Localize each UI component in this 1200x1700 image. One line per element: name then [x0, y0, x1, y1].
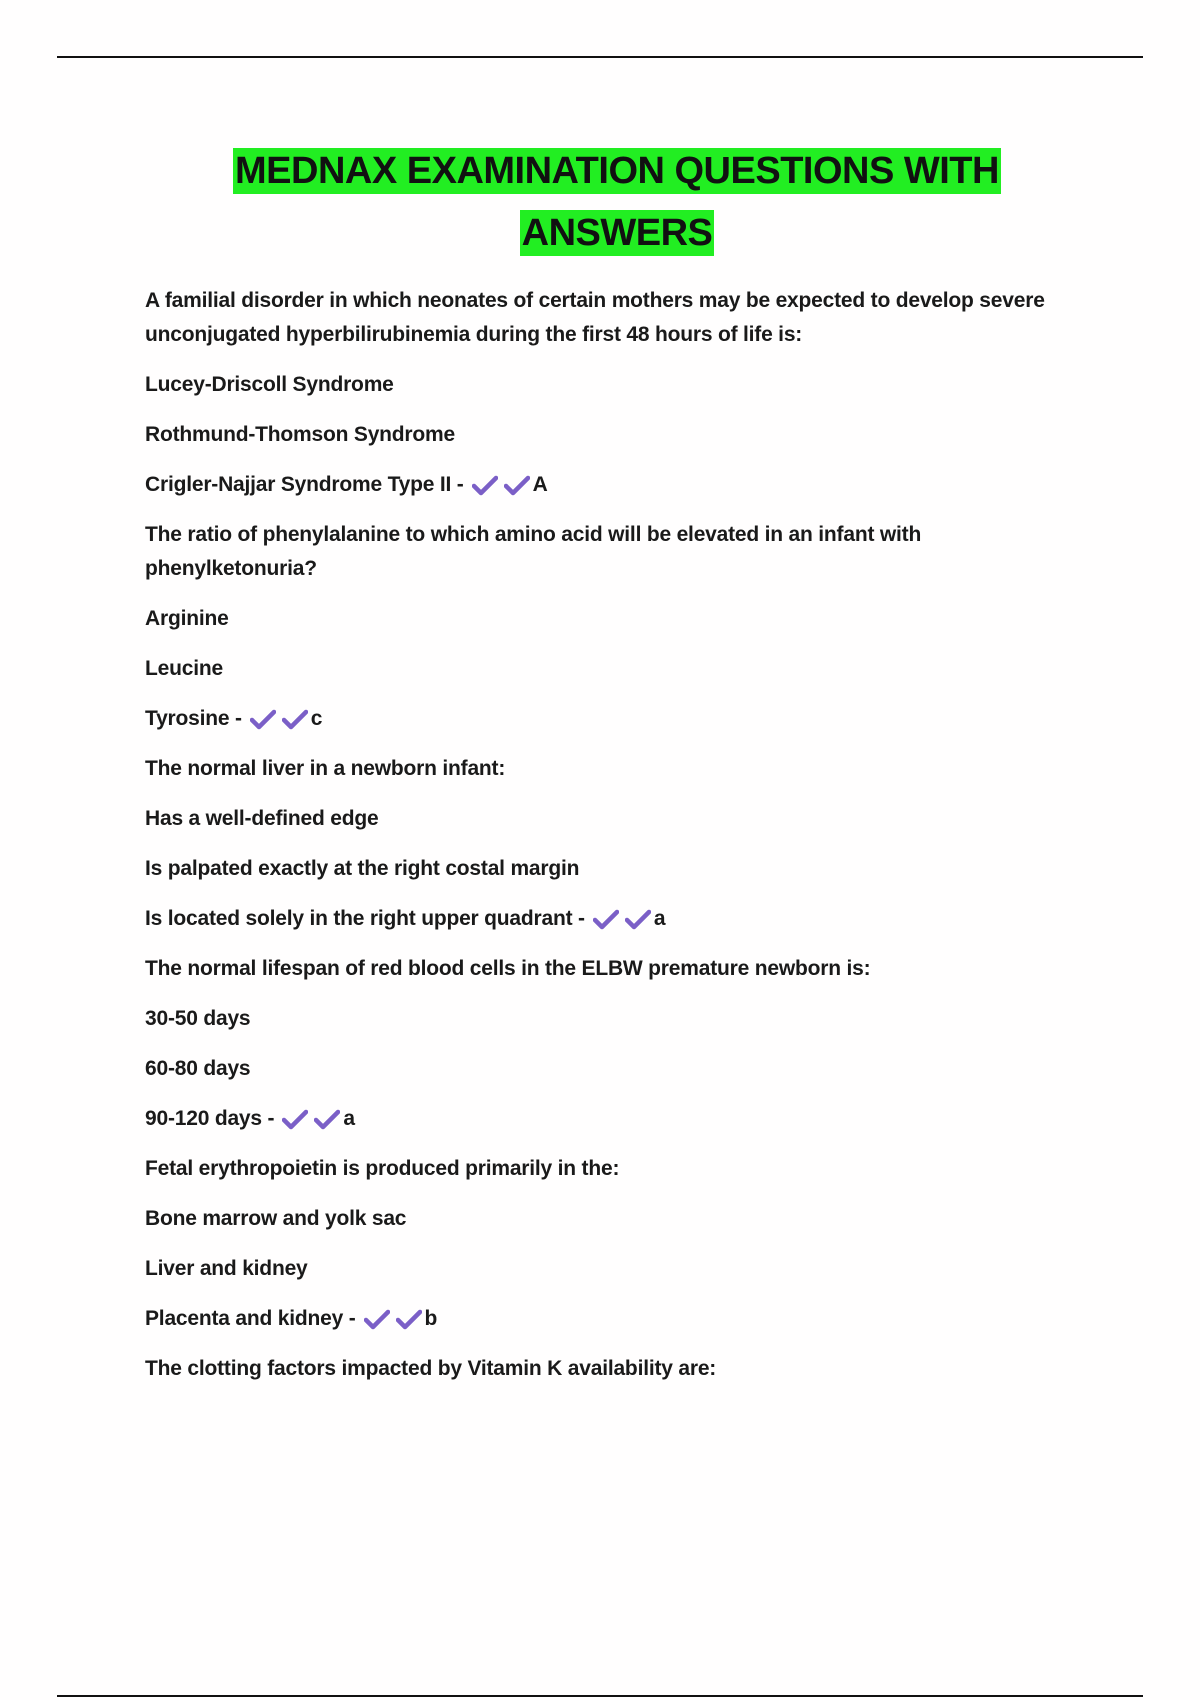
- option-label: 60-80 days: [145, 1057, 251, 1080]
- answer-label: Crigler-Najjar Syndrome Type II -: [145, 473, 464, 496]
- option-label: Is palpated exactly at the right costal margin: [145, 857, 580, 880]
- answer-line: [145, 702, 1095, 736]
- answer-label: 90-120 days -: [145, 1107, 275, 1130]
- answer-label: Is located solely in the right upper quadrant -: [145, 907, 585, 930]
- answer-letter: b: [424, 1307, 438, 1330]
- answer-letter: c: [310, 707, 323, 730]
- answer-letter: a: [343, 1107, 355, 1130]
- answer-option: [145, 418, 1095, 452]
- check-icon: [625, 908, 651, 930]
- question-label: Fetal erythropoietin is produced primarily in the:: [145, 1157, 620, 1180]
- answer-line: [145, 1102, 1095, 1136]
- check-icon: [396, 1308, 422, 1330]
- question-label: The normal lifespan of red blood cells in the ELBW premature newborn is:: [145, 957, 871, 980]
- document-title: [0, 140, 1200, 264]
- option-label: Has a well-defined edge: [145, 807, 379, 830]
- check-icon: [364, 1308, 390, 1330]
- check-icon: [282, 708, 308, 730]
- question-label: The ratio of phenylalanine to which amino acid will be elevated in an infant with phenylketonuria?: [145, 523, 922, 580]
- question-text: [145, 952, 1095, 986]
- question-text: [145, 518, 1095, 586]
- option-label: Lucey-Driscoll Syndrome: [145, 373, 394, 396]
- answer-letter: A: [532, 473, 548, 496]
- check-icon: [472, 474, 498, 496]
- answer-option: [145, 652, 1095, 686]
- question-label: A familial disorder in which neonates of certain mothers may be expected to develop severe unconjugated hyperbilirubinemia during the first 48 hours of life is:: [145, 289, 1045, 346]
- question-text: [145, 1352, 1095, 1386]
- check-icon: [593, 908, 619, 930]
- check-icon: [504, 474, 530, 496]
- option-label: Leucine: [145, 657, 223, 680]
- option-label: Arginine: [145, 607, 229, 630]
- answer-letter: a: [653, 907, 666, 930]
- qa-list: [145, 284, 1095, 1402]
- answer-option: [145, 802, 1095, 836]
- footer-rule: [57, 1695, 1143, 1697]
- answer-option: [145, 1252, 1095, 1286]
- answer-option: [145, 1002, 1095, 1036]
- answer-line: [145, 902, 1095, 936]
- check-icon: [314, 1108, 340, 1130]
- option-label: 30-50 days: [145, 1007, 251, 1030]
- answer-label: Tyrosine -: [145, 707, 242, 730]
- question-label: The normal liver in a newborn infant:: [145, 757, 506, 780]
- option-label: Bone marrow and yolk sac: [145, 1207, 407, 1230]
- option-label: Rothmund-Thomson Syndrome: [145, 423, 455, 446]
- answer-line: [145, 468, 1095, 502]
- title-line-1: MEDNAX EXAMINATION QUESTIONS WITH: [235, 150, 999, 192]
- question-text: [145, 752, 1095, 786]
- question-text: [145, 1152, 1095, 1186]
- header-rule: [57, 56, 1143, 58]
- answer-option: [145, 1202, 1095, 1236]
- answer-option: [145, 1052, 1095, 1086]
- answer-option: [145, 852, 1095, 886]
- option-label: Liver and kidney: [145, 1257, 308, 1280]
- check-icon: [250, 708, 276, 730]
- question-label: The clotting factors impacted by Vitamin K availability are:: [145, 1357, 717, 1380]
- answer-label: Placenta and kidney -: [145, 1307, 356, 1330]
- answer-option: [145, 602, 1095, 636]
- answer-line: [145, 1302, 1095, 1336]
- answer-option: [145, 368, 1095, 402]
- check-icon: [282, 1108, 308, 1130]
- question-text: [145, 284, 1095, 352]
- title-line-2: ANSWERS: [521, 212, 713, 254]
